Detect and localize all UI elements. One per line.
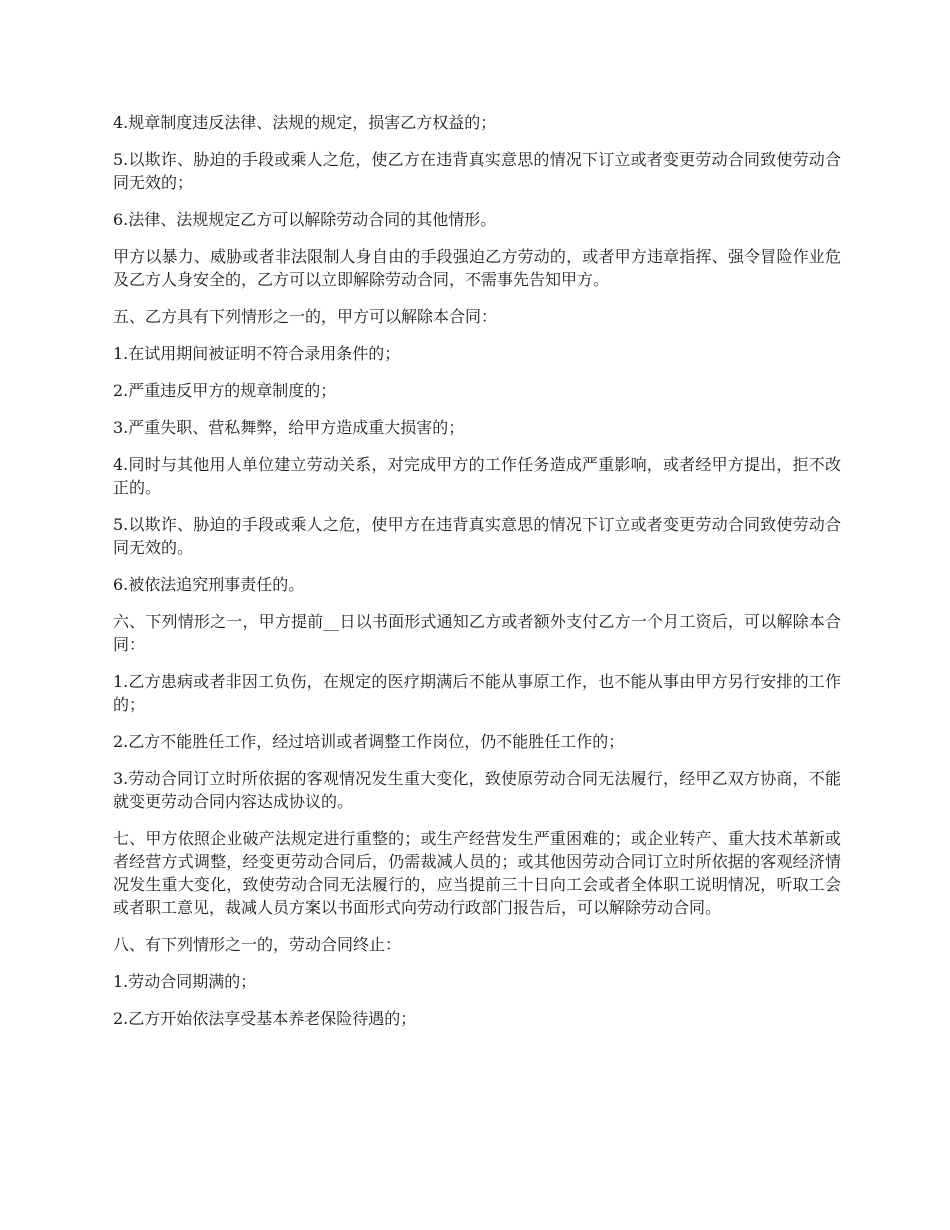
- section-heading: 六、下列情形之一，甲方提前__日以书面形式通知乙方或者额外支付乙方一个月工资后，可以解除本合同：: [113, 612, 841, 654]
- section-heading: 八、有下列情形之一的，劳动合同终止：: [113, 935, 402, 954]
- paragraph: 3.严重失职、营私舞弊，给甲方造成重大损害的；: [113, 418, 465, 437]
- paragraph: 2.严重违反甲方的规章制度的；: [113, 381, 337, 400]
- paragraph: 6.被依法追究刑事责任的。: [113, 575, 305, 594]
- section-heading: 五、乙方具有下列情形之一的，甲方可以解除本合同：: [113, 307, 498, 326]
- paragraph: 1.劳动合同期满的；: [113, 972, 257, 991]
- paragraph: 甲方以暴力、威胁或者非法限制人身自由的手段强迫乙方劳动的，或者甲方违章指挥、强令冒险作业危及乙方人身安全的，乙方可以立即解除劳动合同，不需事先告知甲方。: [113, 247, 841, 289]
- paragraph: 1.在试用期间被证明不符合录用条件的；: [113, 344, 401, 363]
- paragraph: 5.以欺诈、胁迫的手段或乘人之危，使乙方在违背真实意思的情况下订立或者变更劳动合同致使劳动合同无效的；: [113, 150, 841, 192]
- paragraph: 4.规章制度违反法律、法规的规定，损害乙方权益的；: [113, 113, 497, 132]
- paragraph: 2.乙方开始依法享受基本养老保险待遇的；: [113, 1009, 417, 1028]
- section-heading: 七、甲方依照企业破产法规定进行重整的；或生产经营发生严重困难的；或企业转产、重大技术革新或者经营方式调整，经变更劳动合同后，仍需裁减人员的；或其他因劳动合同订立时所依据的客观经济情况发生重大变化，致使劳动合同无法履行的，应当提前三十日向工会或者全体职工说明情况，听取工会或者职工意见，裁减人员方案以书面形式向劳动行政部门报告后，可以解除劳动合同。: [113, 829, 841, 917]
- paragraph: 5.以欺诈、胁迫的手段或乘人之危，使甲方在违背真实意思的情况下订立或者变更劳动合同致使劳动合同无效的。: [113, 515, 841, 557]
- paragraph: 2.乙方不能胜任工作，经过培训或者调整工作岗位，仍不能胜任工作的；: [113, 732, 625, 751]
- paragraph: 1.乙方患病或者非因工负伤，在规定的医疗期满后不能从事原工作，也不能从事由甲方另行安排的工作的；: [113, 672, 841, 714]
- paragraph: 6.法律、法规规定乙方可以解除劳动合同的其他情形。: [113, 210, 497, 229]
- paragraph: 3.劳动合同订立时所依据的客观情况发生重大变化，致使原劳动合同无法履行，经甲乙双方协商，不能就变更劳动合同内容达成协议的。: [113, 769, 841, 811]
- document-body: [113, 111, 841, 1044]
- paragraph: 4.同时与其他用人单位建立劳动关系，对完成甲方的工作任务造成严重影响，或者经甲方提出，拒不改正的。: [113, 455, 841, 497]
